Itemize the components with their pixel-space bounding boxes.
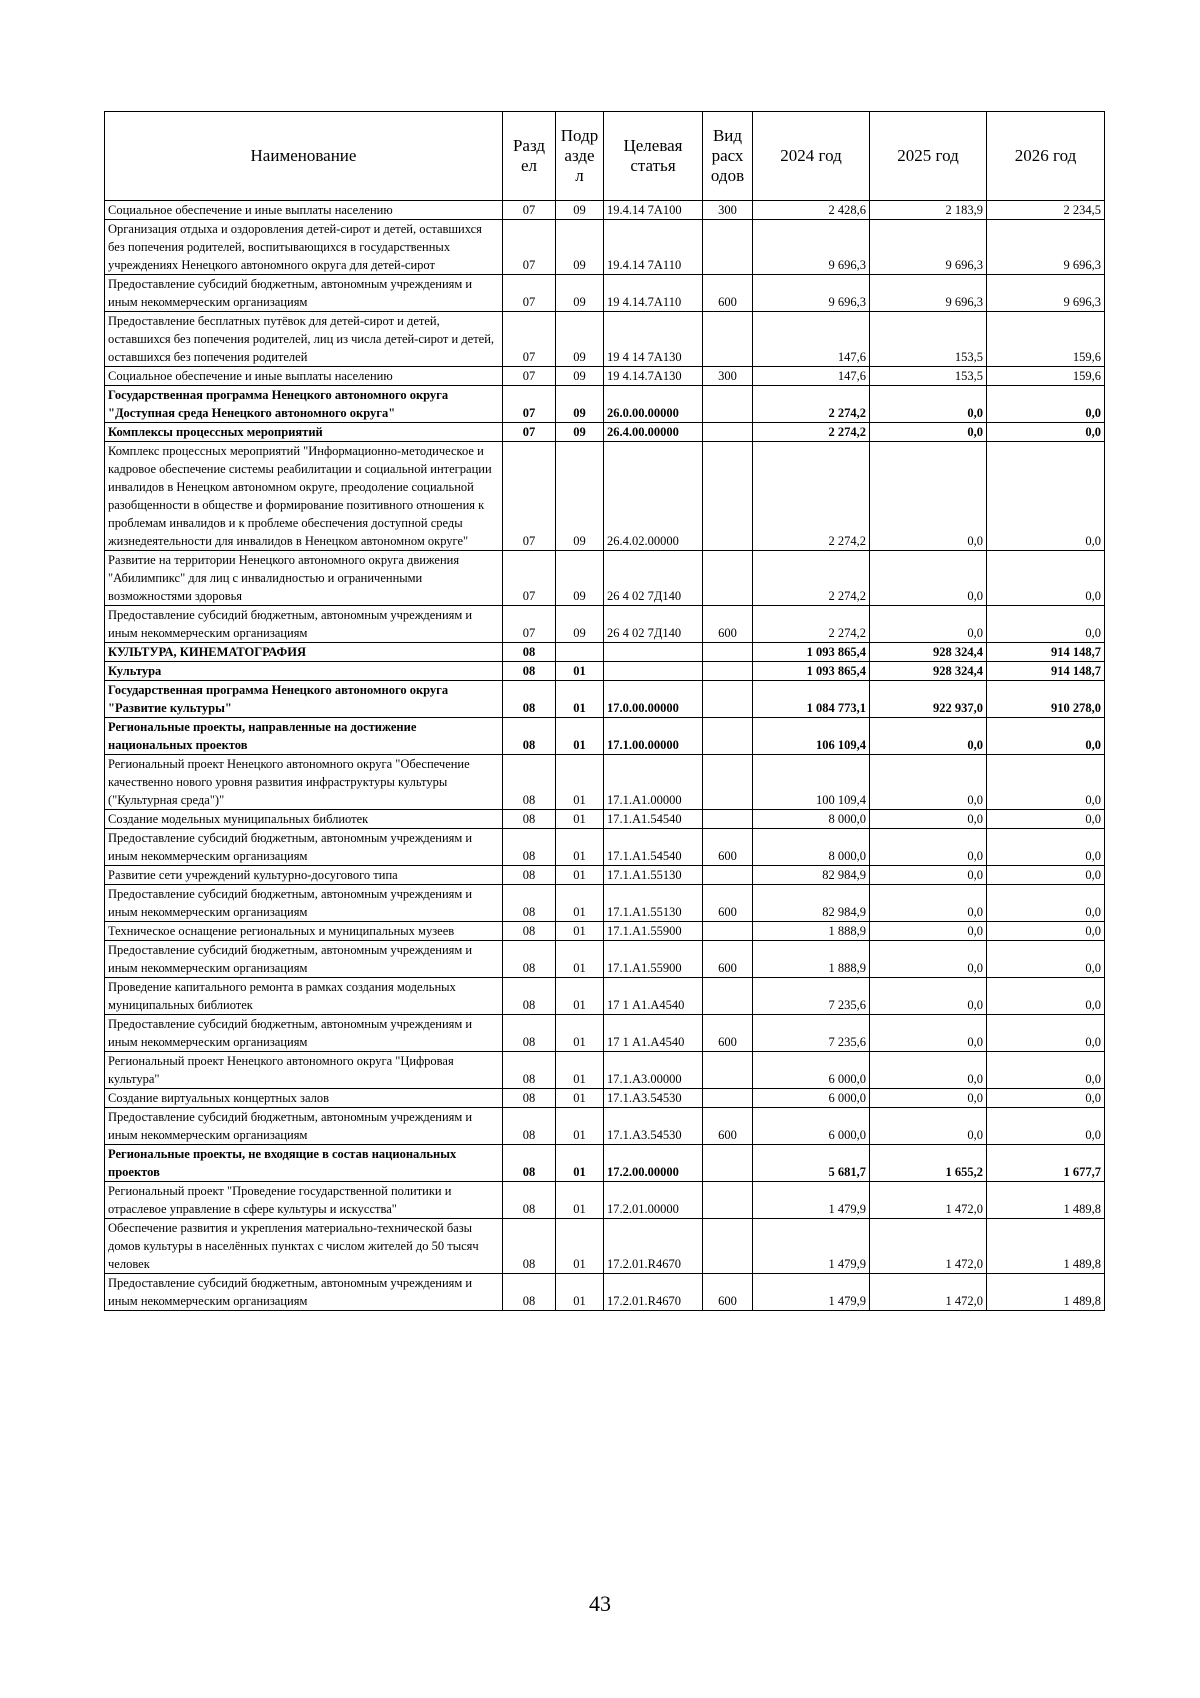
row-name-cell: Предоставление субсидий бюджетным, автономным учреждениям и иным некоммерческим организациям xyxy=(105,1015,503,1052)
amount-2024-cell: 6 000,0 xyxy=(753,1089,870,1108)
podrazdel-cell: 09 xyxy=(556,551,604,606)
row-name-cell: Государственная программа Ненецкого автономного округа "Доступная среда Ненецкого автономного округа" xyxy=(105,386,503,423)
target-article-cell: 19.4.14 7А100 xyxy=(604,201,703,220)
amount-2025-cell: 0,0 xyxy=(870,810,987,829)
razdel-cell: 08 xyxy=(503,866,556,885)
table-row xyxy=(105,866,1105,885)
razdel-cell: 08 xyxy=(503,922,556,941)
target-article-cell: 26.0.00.00000 xyxy=(604,386,703,423)
amount-2026-cell: 1 489,8 xyxy=(987,1219,1105,1274)
table-row xyxy=(105,1108,1105,1145)
amount-2026-cell: 914 148,7 xyxy=(987,643,1105,662)
expense-type-cell xyxy=(703,681,753,718)
row-name-cell: Предоставление субсидий бюджетным, автономным учреждениям и иным некоммерческим организациям xyxy=(105,829,503,866)
target-article-cell: 19 4.14.7А130 xyxy=(604,367,703,386)
amount-2025-cell: 0,0 xyxy=(870,442,987,551)
table-row xyxy=(105,423,1105,442)
target-article-cell: 17.1.А1.00000 xyxy=(604,755,703,810)
expense-type-cell: 600 xyxy=(703,941,753,978)
table-row xyxy=(105,386,1105,423)
row-name-cell: Обеспечение развития и укрепления материально-технической базы домов культуры в населённых пунктах с числом жителей до 50 тысяч человек xyxy=(105,1219,503,1274)
podrazdel-cell: 01 xyxy=(556,810,604,829)
razdel-cell: 08 xyxy=(503,1108,556,1145)
row-name-cell: Региональные проекты, направленные на достижение национальных проектов xyxy=(105,718,503,755)
target-article-cell: 26.4.00.00000 xyxy=(604,423,703,442)
amount-2025-cell: 0,0 xyxy=(870,718,987,755)
amount-2026-cell: 0,0 xyxy=(987,423,1105,442)
amount-2024-cell: 7 235,6 xyxy=(753,978,870,1015)
amount-2024-cell: 1 888,9 xyxy=(753,922,870,941)
target-article-cell: 19 4 14 7А130 xyxy=(604,312,703,367)
target-article-cell: 17 1 А1.А4540 xyxy=(604,1015,703,1052)
table-row xyxy=(105,978,1105,1015)
amount-2026-cell: 9 696,3 xyxy=(987,220,1105,275)
amount-2026-cell: 0,0 xyxy=(987,829,1105,866)
amount-2024-cell: 100 109,4 xyxy=(753,755,870,810)
amount-2026-cell: 0,0 xyxy=(987,606,1105,643)
amount-2024-cell: 8 000,0 xyxy=(753,829,870,866)
amount-2025-cell: 153,5 xyxy=(870,312,987,367)
table-row xyxy=(105,829,1105,866)
expense-type-cell: 600 xyxy=(703,275,753,312)
amount-2026-cell: 0,0 xyxy=(987,551,1105,606)
amount-2024-cell: 6 000,0 xyxy=(753,1052,870,1089)
amount-2025-cell: 0,0 xyxy=(870,829,987,866)
target-article-cell: 17.1.А1.55130 xyxy=(604,885,703,922)
amount-2025-cell: 1 472,0 xyxy=(870,1182,987,1219)
table-row xyxy=(105,681,1105,718)
target-article-cell: 17.2.01.R4670 xyxy=(604,1274,703,1311)
razdel-cell: 08 xyxy=(503,1015,556,1052)
target-article-cell: 26 4 02 7Д140 xyxy=(604,551,703,606)
amount-2024-cell: 1 093 865,4 xyxy=(753,643,870,662)
table-row xyxy=(105,1219,1105,1274)
amount-2025-cell: 0,0 xyxy=(870,978,987,1015)
podrazdel-cell: 09 xyxy=(556,442,604,551)
table-header xyxy=(105,112,1105,201)
amount-2026-cell: 0,0 xyxy=(987,1052,1105,1089)
table-row xyxy=(105,941,1105,978)
expense-type-cell xyxy=(703,442,753,551)
razdel-cell: 08 xyxy=(503,1219,556,1274)
row-name-cell: Культура xyxy=(105,662,503,681)
row-name-cell: Региональный проект Ненецкого автономного округа "Цифровая культура" xyxy=(105,1052,503,1089)
row-name-cell: Комплекс процессных мероприятий "Информационно-методическое и кадровое обеспечение системы реабилитации и социальной интеграции инвалидов в Ненецком автономном округе, преодоление социальной разобщенности в обществе и формирование позитивного отношения к проблемам инвалидов и к проблеме обеспечения доступной среды жизнедеятельности для инвалидов в Ненецком автономном округе" xyxy=(105,442,503,551)
amount-2024-cell: 2 274,2 xyxy=(753,442,870,551)
expense-type-cell xyxy=(703,643,753,662)
amount-2025-cell: 928 324,4 xyxy=(870,643,987,662)
target-article-cell: 17.1.А1.55900 xyxy=(604,941,703,978)
table-row xyxy=(105,606,1105,643)
row-name-cell: Предоставление субсидий бюджетным, автономным учреждениям и иным некоммерческим организациям xyxy=(105,1108,503,1145)
table-row xyxy=(105,662,1105,681)
table-row xyxy=(105,885,1105,922)
podrazdel-cell: 01 xyxy=(556,866,604,885)
podrazdel-cell: 01 xyxy=(556,1015,604,1052)
amount-2024-cell: 6 000,0 xyxy=(753,1108,870,1145)
target-article-cell: 19.4.14 7А110 xyxy=(604,220,703,275)
target-article-cell: 17.1.А1.54540 xyxy=(604,829,703,866)
razdel-cell: 07 xyxy=(503,275,556,312)
podrazdel-cell: 09 xyxy=(556,201,604,220)
target-article-cell: 26 4 02 7Д140 xyxy=(604,606,703,643)
razdel-cell: 08 xyxy=(503,1052,556,1089)
amount-2026-cell: 159,6 xyxy=(987,367,1105,386)
razdel-cell: 08 xyxy=(503,978,556,1015)
podrazdel-cell: 01 xyxy=(556,1089,604,1108)
podrazdel-cell: 01 xyxy=(556,941,604,978)
table-row xyxy=(105,1089,1105,1108)
amount-2026-cell: 9 696,3 xyxy=(987,275,1105,312)
expense-type-cell xyxy=(703,755,753,810)
expense-type-cell xyxy=(703,312,753,367)
table-row xyxy=(105,922,1105,941)
amount-2026-cell: 0,0 xyxy=(987,718,1105,755)
razdel-cell: 08 xyxy=(503,829,556,866)
row-name-cell: Техническое оснащение региональных и муниципальных музеев xyxy=(105,922,503,941)
amount-2026-cell: 914 148,7 xyxy=(987,662,1105,681)
target-article-cell: 17.1.А3.00000 xyxy=(604,1052,703,1089)
amount-2025-cell: 1 472,0 xyxy=(870,1219,987,1274)
expense-type-cell: 600 xyxy=(703,885,753,922)
amount-2026-cell: 0,0 xyxy=(987,1108,1105,1145)
amount-2025-cell: 0,0 xyxy=(870,386,987,423)
podrazdel-cell: 01 xyxy=(556,829,604,866)
podrazdel-cell: 01 xyxy=(556,681,604,718)
row-name-cell: Предоставление субсидий бюджетным, автономным учреждениям и иным некоммерческим организациям xyxy=(105,885,503,922)
expense-type-cell: 600 xyxy=(703,1108,753,1145)
target-article-cell xyxy=(604,643,703,662)
amount-2025-cell: 922 937,0 xyxy=(870,681,987,718)
amount-2024-cell: 2 274,2 xyxy=(753,606,870,643)
amount-2026-cell: 0,0 xyxy=(987,866,1105,885)
budget-table xyxy=(104,111,1105,1311)
amount-2024-cell: 7 235,6 xyxy=(753,1015,870,1052)
amount-2026-cell: 0,0 xyxy=(987,755,1105,810)
amount-2024-cell: 1 888,9 xyxy=(753,941,870,978)
row-name-cell: Развитие на территории Ненецкого автономного округа движения "Абилимпикс" для лиц с инвалидностью и ограниченными возможностями здоровья xyxy=(105,551,503,606)
amount-2024-cell: 1 479,9 xyxy=(753,1182,870,1219)
expense-type-cell xyxy=(703,922,753,941)
amount-2025-cell: 1 655,2 xyxy=(870,1145,987,1182)
header-vid: Вид расх одов xyxy=(703,112,753,201)
amount-2025-cell: 153,5 xyxy=(870,367,987,386)
row-name-cell: Предоставление субсидий бюджетным, автономным учреждениям и иным некоммерческим организациям xyxy=(105,941,503,978)
target-article-cell: 17.0.00.00000 xyxy=(604,681,703,718)
row-name-cell: Предоставление субсидий бюджетным, автономным учреждениям и иным некоммерческим организациям xyxy=(105,1274,503,1311)
amount-2026-cell: 0,0 xyxy=(987,810,1105,829)
amount-2024-cell: 1 479,9 xyxy=(753,1274,870,1311)
table-row xyxy=(105,275,1105,312)
amount-2025-cell: 0,0 xyxy=(870,755,987,810)
expense-type-cell: 600 xyxy=(703,1274,753,1311)
amount-2025-cell: 9 696,3 xyxy=(870,275,987,312)
expense-type-cell xyxy=(703,551,753,606)
row-name-cell: Создание виртуальных концертных залов xyxy=(105,1089,503,1108)
expense-type-cell: 600 xyxy=(703,1015,753,1052)
table-row xyxy=(105,201,1105,220)
expense-type-cell xyxy=(703,1052,753,1089)
amount-2025-cell: 0,0 xyxy=(870,1015,987,1052)
expense-type-cell: 600 xyxy=(703,606,753,643)
expense-type-cell: 300 xyxy=(703,367,753,386)
target-article-cell: 17.2.01.00000 xyxy=(604,1182,703,1219)
table-row xyxy=(105,220,1105,275)
row-name-cell: Государственная программа Ненецкого автономного округа "Развитие культуры" xyxy=(105,681,503,718)
row-name-cell: Региональные проекты, не входящие в состав национальных проектов xyxy=(105,1145,503,1182)
table-row xyxy=(105,1145,1105,1182)
expense-type-cell xyxy=(703,866,753,885)
expense-type-cell xyxy=(703,423,753,442)
amount-2026-cell: 0,0 xyxy=(987,386,1105,423)
target-article-cell: 17.2.00.00000 xyxy=(604,1145,703,1182)
podrazdel-cell: 09 xyxy=(556,367,604,386)
row-name-cell: КУЛЬТУРА, КИНЕМАТОГРАФИЯ xyxy=(105,643,503,662)
amount-2024-cell: 1 084 773,1 xyxy=(753,681,870,718)
page-number: 43 xyxy=(589,1591,611,1616)
expense-type-cell xyxy=(703,1089,753,1108)
razdel-cell: 07 xyxy=(503,551,556,606)
amount-2026-cell: 0,0 xyxy=(987,922,1105,941)
amount-2026-cell: 1 489,8 xyxy=(987,1182,1105,1219)
row-name-cell: Социальное обеспечение и иные выплаты населению xyxy=(105,367,503,386)
table-row xyxy=(105,718,1105,755)
amount-2026-cell: 0,0 xyxy=(987,885,1105,922)
razdel-cell: 07 xyxy=(503,201,556,220)
expense-type-cell xyxy=(703,386,753,423)
table-row xyxy=(105,643,1105,662)
table-row xyxy=(105,1274,1105,1311)
row-name-cell: Комплексы процессных мероприятий xyxy=(105,423,503,442)
table-row xyxy=(105,1182,1105,1219)
amount-2026-cell: 159,6 xyxy=(987,312,1105,367)
amount-2025-cell: 0,0 xyxy=(870,551,987,606)
header-target: Целевая статья xyxy=(604,112,703,201)
amount-2024-cell: 9 696,3 xyxy=(753,275,870,312)
row-name-cell: Предоставление субсидий бюджетным, автономным учреждениям и иным некоммерческим организациям xyxy=(105,275,503,312)
row-name-cell: Региональный проект "Проведение государственной политики и отраслевое управление в сфере культуры и искусства" xyxy=(105,1182,503,1219)
target-article-cell: 17.2.01.R4670 xyxy=(604,1219,703,1274)
razdel-cell: 07 xyxy=(503,442,556,551)
podrazdel-cell: 01 xyxy=(556,1108,604,1145)
podrazdel-cell: 01 xyxy=(556,662,604,681)
table-row xyxy=(105,810,1105,829)
amount-2026-cell: 0,0 xyxy=(987,1015,1105,1052)
amount-2024-cell: 9 696,3 xyxy=(753,220,870,275)
amount-2025-cell: 0,0 xyxy=(870,1108,987,1145)
podrazdel-cell: 01 xyxy=(556,1052,604,1089)
amount-2024-cell: 2 274,2 xyxy=(753,423,870,442)
podrazdel-cell: 01 xyxy=(556,718,604,755)
amount-2024-cell: 8 000,0 xyxy=(753,810,870,829)
row-name-cell: Создание модельных муниципальных библиотек xyxy=(105,810,503,829)
amount-2024-cell: 2 274,2 xyxy=(753,551,870,606)
amount-2024-cell: 1 479,9 xyxy=(753,1219,870,1274)
amount-2025-cell: 0,0 xyxy=(870,922,987,941)
razdel-cell: 08 xyxy=(503,643,556,662)
amount-2024-cell: 147,6 xyxy=(753,312,870,367)
table-body xyxy=(105,201,1105,1311)
podrazdel-cell xyxy=(556,643,604,662)
amount-2025-cell: 1 472,0 xyxy=(870,1274,987,1311)
expense-type-cell xyxy=(703,662,753,681)
podrazdel-cell: 01 xyxy=(556,885,604,922)
podrazdel-cell: 09 xyxy=(556,423,604,442)
expense-type-cell xyxy=(703,1145,753,1182)
amount-2026-cell: 1 489,8 xyxy=(987,1274,1105,1311)
expense-type-cell: 600 xyxy=(703,829,753,866)
table-row xyxy=(105,551,1105,606)
amount-2024-cell: 5 681,7 xyxy=(753,1145,870,1182)
expense-type-cell xyxy=(703,1182,753,1219)
amount-2024-cell: 2 274,2 xyxy=(753,386,870,423)
amount-2025-cell: 0,0 xyxy=(870,423,987,442)
header-razdel: Разд ел xyxy=(503,112,556,201)
expense-type-cell: 300 xyxy=(703,201,753,220)
target-article-cell: 17.1.А3.54530 xyxy=(604,1108,703,1145)
target-article-cell: 17.1.А1.54540 xyxy=(604,810,703,829)
podrazdel-cell: 09 xyxy=(556,386,604,423)
expense-type-cell xyxy=(703,220,753,275)
podrazdel-cell: 09 xyxy=(556,275,604,312)
row-name-cell: Социальное обеспечение и иные выплаты населению xyxy=(105,201,503,220)
table-row xyxy=(105,1052,1105,1089)
amount-2025-cell: 2 183,9 xyxy=(870,201,987,220)
table-row xyxy=(105,367,1105,386)
row-name-cell: Проведение капитального ремонта в рамках создания модельных муниципальных библиотек xyxy=(105,978,503,1015)
amount-2026-cell: 0,0 xyxy=(987,941,1105,978)
podrazdel-cell: 01 xyxy=(556,922,604,941)
podrazdel-cell: 01 xyxy=(556,1219,604,1274)
amount-2025-cell: 0,0 xyxy=(870,606,987,643)
amount-2024-cell: 106 109,4 xyxy=(753,718,870,755)
razdel-cell: 08 xyxy=(503,718,556,755)
target-article-cell xyxy=(604,662,703,681)
razdel-cell: 07 xyxy=(503,220,556,275)
razdel-cell: 08 xyxy=(503,810,556,829)
podrazdel-cell: 01 xyxy=(556,978,604,1015)
razdel-cell: 08 xyxy=(503,681,556,718)
amount-2024-cell: 2 428,6 xyxy=(753,201,870,220)
razdel-cell: 08 xyxy=(503,662,556,681)
amount-2025-cell: 0,0 xyxy=(870,866,987,885)
razdel-cell: 08 xyxy=(503,885,556,922)
expense-type-cell xyxy=(703,978,753,1015)
amount-2025-cell: 928 324,4 xyxy=(870,662,987,681)
razdel-cell: 07 xyxy=(503,423,556,442)
amount-2024-cell: 82 984,9 xyxy=(753,885,870,922)
header-2026: 2026 год xyxy=(987,112,1105,201)
amount-2026-cell: 1 677,7 xyxy=(987,1145,1105,1182)
amount-2025-cell: 9 696,3 xyxy=(870,220,987,275)
amount-2026-cell: 0,0 xyxy=(987,978,1105,1015)
podrazdel-cell: 09 xyxy=(556,220,604,275)
podrazdel-cell: 09 xyxy=(556,312,604,367)
razdel-cell: 08 xyxy=(503,941,556,978)
target-article-cell: 17 1 А1.А4540 xyxy=(604,978,703,1015)
table-row xyxy=(105,442,1105,551)
razdel-cell: 08 xyxy=(503,1089,556,1108)
razdel-cell: 08 xyxy=(503,1182,556,1219)
target-article-cell: 17.1.А1.55130 xyxy=(604,866,703,885)
row-name-cell: Предоставление субсидий бюджетным, автономным учреждениям и иным некоммерческим организациям xyxy=(105,606,503,643)
header-2024: 2024 год xyxy=(753,112,870,201)
row-name-cell: Развитие сети учреждений культурно-досугового типа xyxy=(105,866,503,885)
podrazdel-cell: 01 xyxy=(556,1182,604,1219)
target-article-cell: 17.1.00.00000 xyxy=(604,718,703,755)
amount-2026-cell: 0,0 xyxy=(987,442,1105,551)
amount-2024-cell: 147,6 xyxy=(753,367,870,386)
target-article-cell: 17.1.А1.55900 xyxy=(604,922,703,941)
row-name-cell: Организация отдыха и оздоровления детей-сирот и детей, оставшихся без попечения родителей, воспитывающихся в государственных учреждениях Ненецкого автономного округа для детей-сирот xyxy=(105,220,503,275)
table-row xyxy=(105,312,1105,367)
razdel-cell: 07 xyxy=(503,606,556,643)
amount-2026-cell: 0,0 xyxy=(987,1089,1105,1108)
podrazdel-cell: 01 xyxy=(556,1274,604,1311)
amount-2024-cell: 82 984,9 xyxy=(753,866,870,885)
expense-type-cell xyxy=(703,810,753,829)
razdel-cell: 07 xyxy=(503,386,556,423)
amount-2025-cell: 0,0 xyxy=(870,1052,987,1089)
header-name: Наименование xyxy=(105,112,503,201)
podrazdel-cell: 01 xyxy=(556,755,604,810)
razdel-cell: 08 xyxy=(503,755,556,810)
podrazdel-cell: 01 xyxy=(556,1145,604,1182)
amount-2024-cell: 1 093 865,4 xyxy=(753,662,870,681)
razdel-cell: 08 xyxy=(503,1145,556,1182)
podrazdel-cell: 09 xyxy=(556,606,604,643)
header-podrazdel: Подр азде л xyxy=(556,112,604,201)
row-name-cell: Предоставление бесплатных путёвок для детей-сирот и детей, оставшихся без попечения родителей, лиц из числа детей-сирот и детей, оставшихся без попечения родителей xyxy=(105,312,503,367)
razdel-cell: 08 xyxy=(503,1274,556,1311)
target-article-cell: 19 4.14.7А110 xyxy=(604,275,703,312)
target-article-cell: 26.4.02.00000 xyxy=(604,442,703,551)
table-row xyxy=(105,755,1105,810)
amount-2025-cell: 0,0 xyxy=(870,885,987,922)
expense-type-cell xyxy=(703,718,753,755)
razdel-cell: 07 xyxy=(503,312,556,367)
target-article-cell: 17.1.А3.54530 xyxy=(604,1089,703,1108)
table-row xyxy=(105,1015,1105,1052)
header-2025: 2025 год xyxy=(870,112,987,201)
razdel-cell: 07 xyxy=(503,367,556,386)
amount-2025-cell: 0,0 xyxy=(870,1089,987,1108)
amount-2026-cell: 2 234,5 xyxy=(987,201,1105,220)
amount-2026-cell: 910 278,0 xyxy=(987,681,1105,718)
amount-2025-cell: 0,0 xyxy=(870,941,987,978)
expense-type-cell xyxy=(703,1219,753,1274)
row-name-cell: Региональный проект Ненецкого автономного округа "Обеспечение качественно нового уровня развития инфраструктуры культуры ("Культурная среда")" xyxy=(105,755,503,810)
